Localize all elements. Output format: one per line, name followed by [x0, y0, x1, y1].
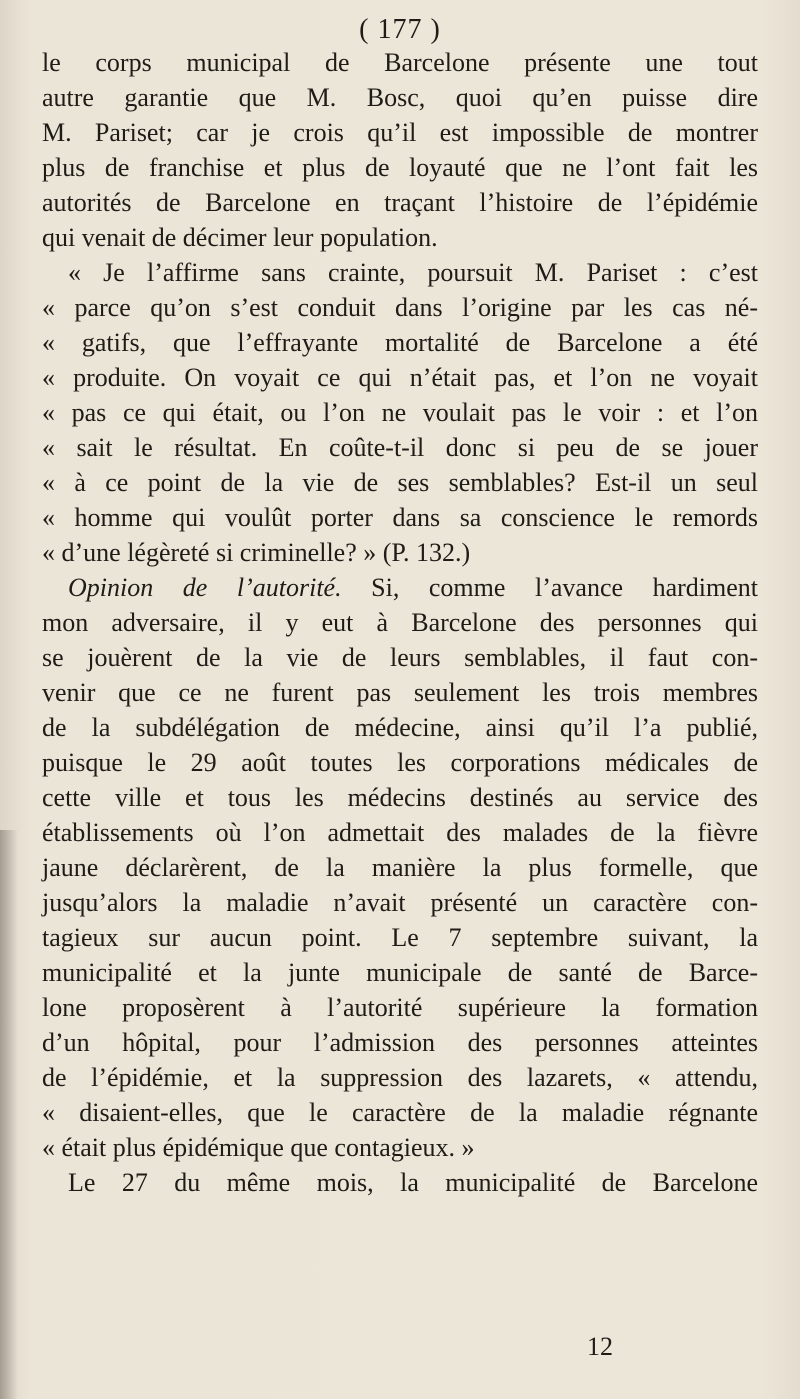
text-line: « était plus épidémique que contagieux. »: [42, 1133, 475, 1162]
text-line: tagieux sur aucun point. Le 7 septembre suivant, la: [42, 923, 758, 952]
text-line: « Je l’affirme sans crainte, poursuit M. Pariset : c’est: [68, 258, 758, 287]
text-line: « à ce point de la vie de ses semblables? Est-il un seul: [42, 468, 758, 497]
text-line: « gatifs, que l’effrayante mortalité de Barcelone a été: [42, 328, 758, 357]
text-line: établissements où l’on admettait des malades de la fièvre: [42, 818, 758, 847]
text-line: puisque le 29 août toutes les corporations médicales de: [42, 748, 758, 777]
text-line: jaune déclarèrent, de la manière la plus formelle, que: [42, 853, 758, 882]
text-line: « d’une légèreté si criminelle? » (P. 132.): [42, 538, 471, 567]
text-line: se jouèrent de la vie de leurs semblables, il faut con-: [42, 643, 758, 672]
text-line: « pas ce qui était, ou l’on ne voulait pas le voir : et l’on: [42, 398, 758, 427]
section-lead-italic: Opinion de l’autorité.: [68, 573, 342, 602]
text-line: cette ville et tous les médecins destinés au service des: [42, 783, 758, 812]
text-line: de la subdélégation de médecine, ainsi qu’il l’a publié,: [42, 713, 758, 742]
text-line-italic-lead: Opinion de l’autorité. Si, comme l’avance hardiment: [68, 573, 758, 602]
text-line: le corps municipal de Barcelone présente une tout: [42, 48, 758, 77]
text-line: « parce qu’on s’est conduit dans l’origine par les cas né-: [42, 293, 758, 322]
text-line: Le 27 du même mois, la municipalité de Barcelone: [68, 1168, 758, 1197]
text-line: lone proposèrent à l’autorité supérieure la formation: [42, 993, 758, 1022]
text-line: M. Pariset; car je crois qu’il est impossible de montrer: [42, 118, 758, 147]
text-line: autre garantie que M. Bosc, quoi qu’en puisse dire: [42, 83, 758, 112]
signature-mark: 12: [587, 1332, 613, 1361]
page-edge-shadow: [0, 830, 18, 1399]
text-line: plus de franchise et plus de loyauté que ne l’ont fait les: [42, 153, 758, 182]
text-line: venir que ce ne furent pas seulement les trois membres: [42, 678, 758, 707]
text-line: « sait le résultat. En coûte-t-il donc si peu de se jouer: [42, 433, 758, 462]
page-number-header: ( 177 ): [359, 14, 441, 45]
text-line: municipalité et la junte municipale de santé de Barce-: [42, 958, 758, 987]
text-line: d’un hôpital, pour l’admission des personnes atteintes: [42, 1028, 758, 1057]
text-line: autorités de Barcelone en traçant l’histoire de l’épidémie: [42, 188, 758, 217]
text-line: « disaient-elles, que le caractère de la maladie régnante: [42, 1098, 758, 1127]
text-line: qui venait de décimer leur population.: [42, 223, 438, 252]
text-line: de l’épidémie, et la suppression des lazarets, « attendu,: [42, 1063, 758, 1092]
text-line: jusqu’alors la maladie n’avait présenté un caractère con-: [42, 888, 758, 917]
text-line: « produite. On voyait ce qui n’était pas, et l’on ne voyait: [42, 363, 758, 392]
text-line: « homme qui voulût porter dans sa conscience le remords: [42, 503, 758, 532]
text-line: mon adversaire, il y eut à Barcelone des personnes qui: [42, 608, 758, 637]
